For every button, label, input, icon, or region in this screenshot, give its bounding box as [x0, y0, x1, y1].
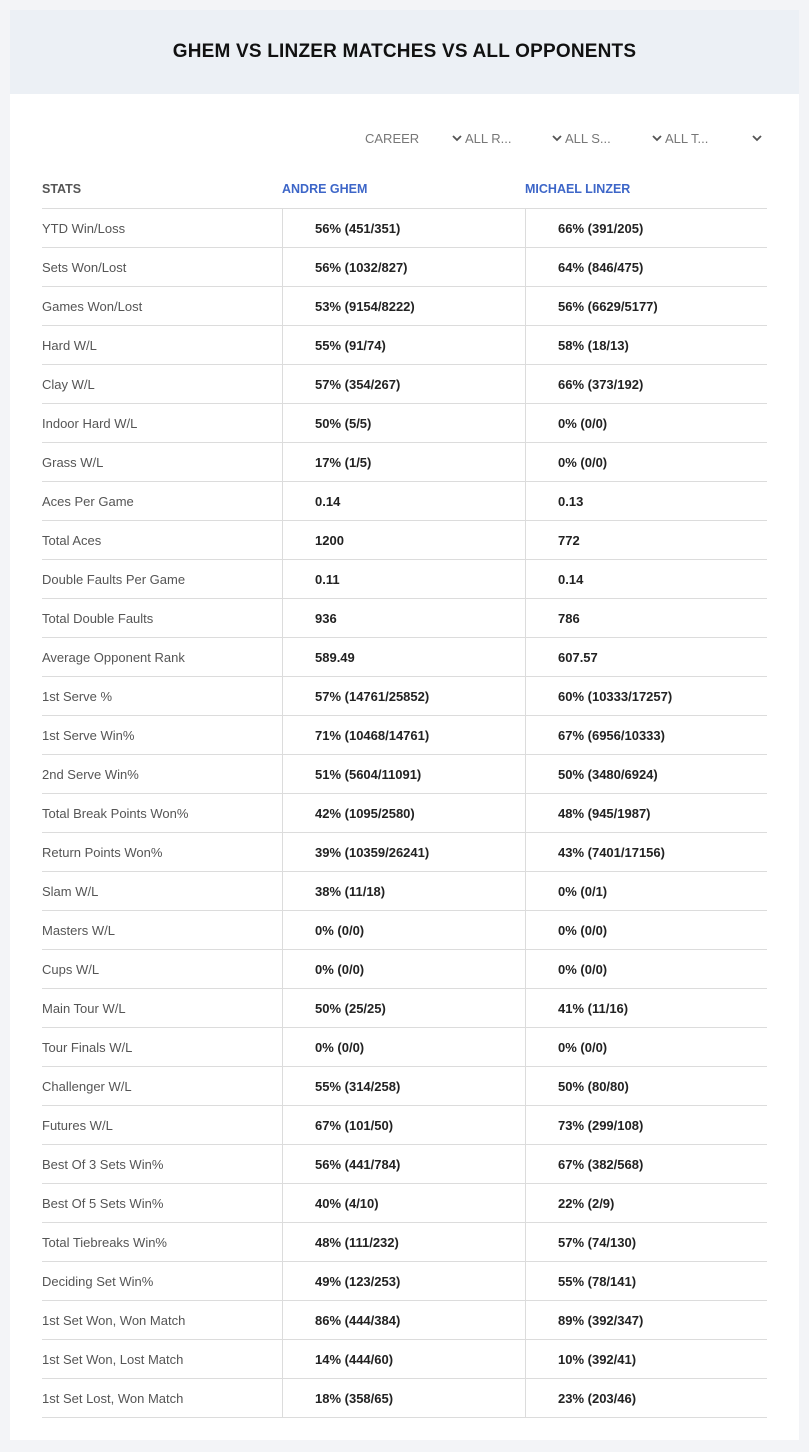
player1-value: 14% (444/60)	[282, 1340, 525, 1378]
player2-value: 56% (6629/5177)	[525, 287, 767, 325]
player1-value: 17% (1/5)	[282, 443, 525, 481]
table-row	[42, 1145, 767, 1184]
player1-value: 50% (5/5)	[282, 404, 525, 442]
player2-value: 50% (80/80)	[525, 1067, 767, 1105]
stats-card	[10, 10, 799, 1440]
player1-value: 0% (0/0)	[282, 950, 525, 988]
stat-label: Average Opponent Rank	[42, 649, 185, 665]
player2-value: 67% (382/568)	[525, 1145, 767, 1183]
player2-value: 50% (3480/6924)	[525, 755, 767, 793]
table-row	[42, 287, 767, 326]
player2-value: 0% (0/0)	[525, 443, 767, 481]
player1-value: 42% (1095/2580)	[282, 794, 525, 832]
column-header-stats: STATS	[42, 182, 82, 196]
player2-value: 73% (299/108)	[525, 1106, 767, 1144]
table-row	[42, 1340, 767, 1379]
filter-label: ALL R...	[465, 130, 512, 146]
chevron-down-icon	[451, 132, 463, 144]
stat-label: Double Faults Per Game	[42, 571, 186, 587]
player1-value: 38% (11/18)	[282, 872, 525, 910]
table-row	[42, 443, 767, 482]
table-row	[42, 1301, 767, 1340]
stat-label: Total Break Points Won%	[42, 805, 189, 821]
player1-value: 55% (91/74)	[282, 326, 525, 364]
table-row	[42, 1067, 767, 1106]
table-row	[42, 365, 767, 404]
table-row	[42, 1028, 767, 1067]
table-row	[42, 833, 767, 872]
player1-value: 0% (0/0)	[282, 1028, 525, 1066]
player1-value: 18% (358/65)	[282, 1379, 525, 1417]
table-row	[42, 1184, 767, 1223]
player2-value: 0% (0/0)	[525, 950, 767, 988]
stat-label: Futures W/L	[42, 1117, 113, 1133]
player2-value: 58% (18/13)	[525, 326, 767, 364]
stat-label: Masters W/L	[42, 922, 115, 938]
stat-label: Indoor Hard W/L	[42, 415, 138, 431]
player1-value: 0.14	[282, 482, 525, 520]
table-row	[42, 755, 767, 794]
card-header	[10, 10, 799, 94]
player1-value: 0% (0/0)	[282, 911, 525, 949]
player2-value: 67% (6956/10333)	[525, 716, 767, 754]
stat-label: Deciding Set Win%	[42, 1273, 154, 1289]
table-row	[42, 794, 767, 833]
table-row	[42, 209, 767, 248]
stat-label: Return Points Won%	[42, 844, 163, 860]
table-row	[42, 989, 767, 1028]
table-row	[42, 560, 767, 599]
player2-value: 57% (74/130)	[525, 1223, 767, 1261]
stat-label: Games Won/Lost	[42, 298, 143, 314]
stat-label: 1st Serve Win%	[42, 727, 135, 743]
table-row	[42, 1379, 767, 1418]
player1-value: 56% (1032/827)	[282, 248, 525, 286]
table-row	[42, 716, 767, 755]
player2-value: 0% (0/1)	[525, 872, 767, 910]
player1-value: 50% (25/25)	[282, 989, 525, 1027]
stat-label: Aces Per Game	[42, 493, 134, 509]
filter-dropdown[interactable]	[565, 128, 665, 148]
table-body	[42, 209, 767, 1418]
stat-label: Hard W/L	[42, 337, 97, 353]
stat-label: 1st Set Lost, Won Match	[42, 1390, 184, 1406]
player1-value: 56% (451/351)	[282, 209, 525, 247]
chevron-down-icon	[551, 132, 563, 144]
player2-value: 22% (2/9)	[525, 1184, 767, 1222]
filter-dropdown[interactable]	[465, 128, 565, 148]
stat-label: 1st Set Won, Won Match	[42, 1312, 186, 1328]
player1-value: 1200	[282, 521, 525, 559]
player2-value: 60% (10333/17257)	[525, 677, 767, 715]
table-row	[42, 1223, 767, 1262]
table-row	[42, 872, 767, 911]
stat-label: Tour Finals W/L	[42, 1039, 133, 1055]
player2-value: 0% (0/0)	[525, 911, 767, 949]
page-title: GHEM VS LINZER MATCHES VS ALL OPPONENTS	[172, 41, 637, 62]
table-row	[42, 521, 767, 560]
table-row	[42, 1106, 767, 1145]
player2-value: 41% (11/16)	[525, 989, 767, 1027]
player1-value: 49% (123/253)	[282, 1262, 525, 1300]
player1-value: 40% (4/10)	[282, 1184, 525, 1222]
stat-label: Best Of 5 Sets Win%	[42, 1195, 164, 1211]
filter-label: CAREER	[365, 130, 420, 146]
player1-value: 48% (111/232)	[282, 1223, 525, 1261]
player1-value: 67% (101/50)	[282, 1106, 525, 1144]
table-row	[42, 599, 767, 638]
table-row	[42, 638, 767, 677]
table-row	[42, 950, 767, 989]
table-row	[42, 404, 767, 443]
player1-link[interactable]: ANDRE GHEM	[282, 182, 368, 196]
player1-value: 57% (354/267)	[282, 365, 525, 403]
table-row	[42, 677, 767, 716]
stat-label: Total Double Faults	[42, 610, 154, 626]
stat-label: YTD Win/Loss	[42, 220, 126, 236]
table-header	[42, 170, 767, 209]
table-row	[42, 326, 767, 365]
stat-label: Clay W/L	[42, 376, 95, 392]
stat-label: Total Tiebreaks Win%	[42, 1234, 167, 1250]
player1-value: 51% (5604/11091)	[282, 755, 525, 793]
chevron-down-icon	[751, 132, 763, 144]
stat-label: Grass W/L	[42, 454, 104, 470]
table-row	[42, 482, 767, 521]
filter-label: ALL S...	[565, 130, 611, 146]
stat-label: Best Of 3 Sets Win%	[42, 1156, 164, 1172]
player1-value: 57% (14761/25852)	[282, 677, 525, 715]
player1-value: 936	[282, 599, 525, 637]
stats-table	[42, 170, 767, 1418]
player2-value: 0.13	[525, 482, 767, 520]
stat-label: Total Aces	[42, 532, 102, 548]
table-row	[42, 248, 767, 287]
player2-value: 0% (0/0)	[525, 404, 767, 442]
table-row	[42, 1262, 767, 1301]
stat-label: 2nd Serve Win%	[42, 766, 139, 782]
player2-value: 64% (846/475)	[525, 248, 767, 286]
player1-value: 53% (9154/8222)	[282, 287, 525, 325]
player2-value: 786	[525, 599, 767, 637]
player2-value: 48% (945/1987)	[525, 794, 767, 832]
stat-label: 1st Set Won, Lost Match	[42, 1351, 184, 1367]
player1-value: 71% (10468/14761)	[282, 716, 525, 754]
player1-value: 39% (10359/26241)	[282, 833, 525, 871]
stat-label: Main Tour W/L	[42, 1000, 126, 1016]
stat-label: 1st Serve %	[42, 688, 113, 704]
stat-label: Challenger W/L	[42, 1078, 132, 1094]
player2-value: 23% (203/46)	[525, 1379, 767, 1417]
player2-link[interactable]: MICHAEL LINZER	[525, 182, 631, 196]
player2-value: 55% (78/141)	[525, 1262, 767, 1300]
player1-value: 589.49	[282, 638, 525, 676]
filter-label: ALL T...	[665, 130, 709, 146]
filter-dropdown[interactable]	[665, 128, 765, 148]
player2-value: 89% (392/347)	[525, 1301, 767, 1339]
stat-label: Cups W/L	[42, 961, 100, 977]
player2-value: 607.57	[525, 638, 767, 676]
player2-value: 43% (7401/17156)	[525, 833, 767, 871]
player1-value: 56% (441/784)	[282, 1145, 525, 1183]
stat-label: Slam W/L	[42, 883, 99, 899]
player1-value: 55% (314/258)	[282, 1067, 525, 1105]
chevron-down-icon	[651, 132, 663, 144]
stat-label: Sets Won/Lost	[42, 259, 127, 275]
player2-value: 66% (373/192)	[525, 365, 767, 403]
player2-value: 0% (0/0)	[525, 1028, 767, 1066]
filter-dropdown[interactable]	[365, 128, 465, 148]
player1-value: 0.11	[282, 560, 525, 598]
player1-value: 86% (444/384)	[282, 1301, 525, 1339]
player2-value: 66% (391/205)	[525, 209, 767, 247]
player2-value: 10% (392/41)	[525, 1340, 767, 1378]
player2-value: 772	[525, 521, 767, 559]
table-row	[42, 911, 767, 950]
filter-bar	[365, 128, 765, 148]
player2-value: 0.14	[525, 560, 767, 598]
